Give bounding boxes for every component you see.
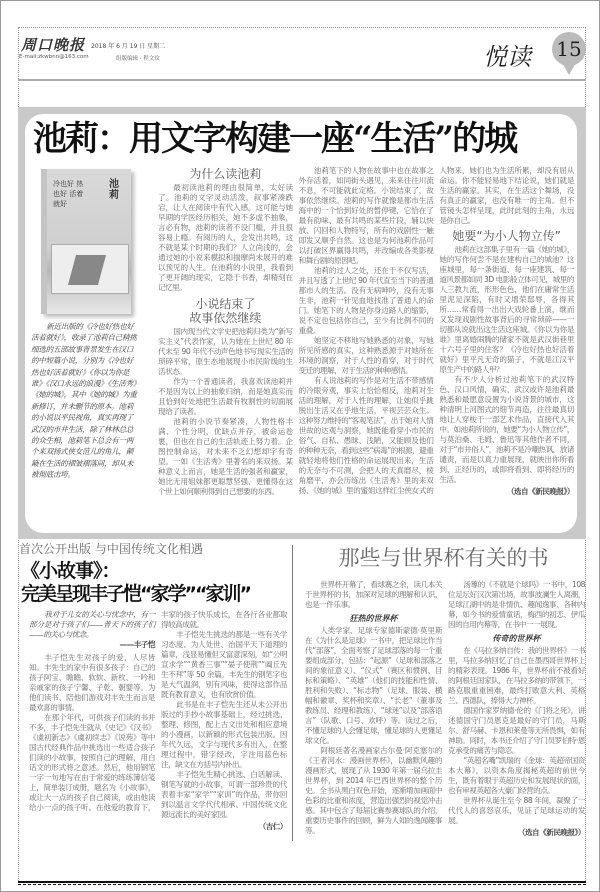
- paragraph: 作为一个普通读者，我喜欢读池莉并不是因为以上的抽象归纳，而是她真实而且恰到好处地把生活最有牧割性的切面展现给了读者。: [158, 377, 293, 416]
- book-cover-artwork: [51, 244, 129, 294]
- article-credit: （吉仁）: [258, 822, 287, 831]
- page-bottom-rule: [18, 881, 586, 885]
- paragraph: 阿根廷著名漫画家古尔曼·阿克塞尔的《王者河水：漫画世界杯》，以幽默风趣的漫画形式，展现了从 1930 年第一届乌拉圭世界杯，到 2014 年巴西世界杯的整个历史。全书从黑白双色开始，逐渐增加画面中色彩的比重和浓度，营造出强烈的视觉冲击感。其中包含了每届比赛参赛球队的介绍，重要历史事件的回顾，鲜为人知的逸闻趣事等。: [305, 746, 442, 835]
- article2-body: [29, 610, 287, 832]
- layout-editor: 组版编辑 · 程文玟: [116, 56, 160, 62]
- contact-email: E-mail:zkwbnn@163.com: [19, 54, 89, 60]
- article-credit: （选自《新民晚报》）: [506, 487, 574, 496]
- subhead: 故事依然继续: [189, 311, 262, 325]
- paragraph: 她坚定不移地写她熟悉的对象，写她所见所感的真实，这种熟悉源于对她所在环境的洞察，对于人性的看穿，对于时代变迁的理解，对于生活的种种感悟。: [298, 336, 434, 375]
- paragraph: 世界杯开幕了，看球赛之余，读几本关于世界杯的书，加深对足球的理解和认识，也是一件乐事。: [305, 580, 442, 609]
- subhead: 传奇的世界杯: [492, 633, 541, 643]
- book-cover-title: 冷也好 热也好 活着就好: [53, 180, 84, 208]
- subhead: 为什么读池莉: [189, 167, 262, 181]
- paragraph: 此书是在丰子恺先生还从未公开出版过的手抄小故事基础上，经过挑选、整理、修图，配上古文出处和相应意境的小漫画，以新颖的形式包装出版。因年代久远，文字与现代多有出入，在整理过程中，错字经改，字注用蓝色标注，缺文在方括号内补出。: [161, 700, 287, 769]
- paragraph: 人类学家、足球专家德斯蒙德·莫里斯在《为什么是足球》一书中，把足球比作当代“部落”，全面考察了足球部落的每一个重要组成部分，包括：“起源”（足球和部落之间的象征意义）、“仪式”（赛区和惯例、目标和策略）、“英雄”（他们的技能和性情、胜利和失败）、“标志物”（足球、服装、横幅和徽章、奖杯和奖章）、“长老”（董事及教练员、经理和教练）、“球迷”以及“部落语言”（队歌、口号、欢呼）等。读过之后，不懂足球的人会懂足球，懂足球的人更懂足球文化。: [305, 626, 442, 745]
- article3-body: [305, 580, 585, 838]
- paragraph: 在《马拉多纳自传：我的世界杯》一书里，马拉多纳回忆了自己在墨西哥世界杯上的精彩表现。1986 年，世界杯前不被看好的阿根廷国家队，在马拉多纳的带领下，一路克服重重困难，最终打败意大利、英格兰、西德队，捧得大力神杯。: [448, 646, 585, 705]
- paragraph: 丰子恺先生精心挑选、白话解读、钢笔写就的小故事，可谓一部珍贵的代表着丰家“家学”“家训”的作品，带你回到以温言文学代代相承、中国传统文化源远流长的美好家园。: [161, 770, 287, 819]
- issue-date: 2018 年 6 月 19 日 星期二: [91, 43, 166, 50]
- article2-kicker: 首次公开出版 与中国传统文化相遇: [19, 542, 203, 556]
- paragraph: 最初读池莉的理由很简单，太好读了。池莉的文字灵动活泼，叙事紧凑跌宕，让人在阅读中有代入感。这可能与她早期的学医经历相关，她不多虚不抽象，言必有物，池莉的读者不设门槛，并且很容易上瘾。有阅历的人，会发出共鸣，这不就是某个时期的我们？人立尚浅的，会通过她的小说来模拟和揣摩尚未展开的难以预见的人生。在池莉的小说里，我看到了更开阔的现实，它隐于书香，却精刻在记忆里。: [158, 183, 293, 292]
- paragraph: 有人说池莉的写作是对生活不带感情的冷眼旁观，事实上恰恰相反，池莉对生活的理解，对于人性的理解，让她似乎跳脱出生活又在乎地生活，平视芸芸众生。这种努力维持的“客观笔法”，出于她对人情世故的达观与洞察，她既能看穿小市民的俗气、自私、愚昧、浅陋，又能顾及他们的种种无奈，看到这些“病毒”的根源，避重就轻地将他们性格的命运展现出来，生活的无奈与不可测，会把人的天真磨尽，棱角磨平，亦会历练出《生活秀》里的来双扬、《她的城》里的蜜姐这样红尘侠女式的人物来，她们也为生活所累，却没有屈从命运。你不能轻易地下结论说，她们就是生活的赢家。其实，在生活这个舞场，没有真正的赢家，也没有唯一的主角。但不管镜头怎样呈现，此时此刻的主角，永远是你自己。: [298, 166, 574, 495]
- paragraph: 池莉的过人之处，还在于不仅写活，并且写透了上世纪 90 年代直至当下的普通都市人的生活。没有无病呻吟，没有无事生非，池莉一针见血地找准了普通人的命门。她笔下的人物是你身边路人的缩影，说不定也包括你自己，至少有比例不同的重叠。: [298, 266, 434, 335]
- book-cover-author: 池莉: [109, 179, 119, 201]
- quote-author: ——丰子恺: [119, 640, 155, 649]
- article2-title-line2: 完美呈现丰子恺“家学”“家训”: [21, 583, 250, 605]
- paragraph: 有不少人分析过池莉笔下的武汉特色、汉口风情，确实，武汉或许是池莉最熟悉和最愿意设置为小说背景的城市，这种清明上河图式的细节再造，往往最真切地让人穿梭于一部艺术作品，直接代入其中。如池莉所说的，她要“为小人物立传”，与莫泊桑、毛姆、鲁迅等其他作者不同，对于“市井俗人”，池莉不是冷嘲热讽，放诸谴责，而是以真力重展现，就映出你所看到、正经历的，或即将看到、即将经历的生活。: [439, 375, 574, 484]
- paragraph: 汤蓴的《不就是个球吗》一书中，108 位足坛好汉次第出场，故事波澜生人离潮，足球江湖中的是非情仇、趣闻逸事、各种内幕，如今书的爱情童话，梅西的初恋、伊瓜因的自用内幕等，在书中一一展现。: [448, 580, 585, 629]
- subhead: 狂热的世界杯: [349, 613, 398, 623]
- book-cover-image: [41, 169, 131, 314]
- section-title: 悦读: [483, 43, 531, 71]
- subhead: 小说结束了: [195, 297, 256, 311]
- paragraph: 丰子恺先生挑选的都是一些有关学习态度、为人处世、治国平天下道理的篇章，浅显易懂但又富意深刻，如“公明宣求学”“黄香三事”“晏子使荆”“阖丘先生不拜”等 50 余篇。丰先生的钢笔字也是大气温润，别有风味，使得这部作品既有教育意义，也有欣赏价值。: [161, 630, 287, 699]
- subhead: 她要“为小人物立传”: [452, 229, 561, 243]
- paragraph: 国内现当代文学史把池莉归类为“新写实主义”代表作家，认为她在上世纪 80 年代末至 90 年代不动声色地书写现实生活的琐碎平常，原生态地展现小市民阶级的生活状态。: [158, 327, 293, 376]
- header-rule: [18, 79, 586, 81]
- article3-title: 那些与世界杯有关的书: [338, 546, 549, 570]
- paragraph: 德国作家罗纳德·伦的《门将之死》，讲述德国守门员恩克是最好的守门员，马斯尔、舒马赫、卡恩和莱曼等无所畏惧，如有神助。同时，本书还介绍了守门员罗伯特·恩克承受的痛苦与隐忍。: [448, 706, 585, 755]
- paragraph: 在那个年代，可供孩子们读的书并不多，丰子恺先生就从《史记》《汉书》《虞初新志》《虞初续志》《说苑》等中国古代经典作品中挑选出一些适合孩子们读的小故事，按照自己的理解，用白话文的形式将之意述。然后，他用钢笔一字一句地写在由于常爱的练练簿信笺上，简单装订成册，题名为《小故事》，或让大一点的孩子自己阅读，或由他读给小一点的孩子听。在他爱的教育下，丰家的孩子快乐成长，在各行各业都取得较高成就。: [29, 610, 287, 812]
- article-headline: 池莉：用文字构建一座“生活”的城: [33, 119, 517, 159]
- article2-quote: 我对于儿女的关心与忧念中，有一部分是对于孩子们——普天下的孩子们——的关心与忧念。: [29, 610, 155, 639]
- article-credit: （选自《新民晚报》）: [517, 828, 585, 837]
- paragraph: 世界杯从诞生至今 88 年间，凝聚了一代代人的喜怒哀乐，见证了足球运动的发展。: [448, 796, 585, 825]
- page-number: 15: [552, 32, 586, 66]
- newspaper-logo: 周口晚报: [21, 36, 86, 54]
- article1-body: [158, 166, 574, 497]
- paragraph: 丰子恺先生对孩子的爱，人尽皆知。丰先生的家中有很多孩子：自己的孩子阿宝、瞻瞻、软软、新枚、一吟和亲戚家的孩子宁馨、子乾、朝婴等。为他们读书、陪他们游戏对丰先生而言是最欢喜的事情。: [29, 653, 155, 712]
- paragraph: 池莉在这部集子里有一篇《她的城》，她的写作何尝不是在建构自己的城池？这座城里，每一条街道、每一座建筑、每一道风景都如同 3D 电影般立体可见，城里的人三教九流，形形色色，他们在庸常生活里泥足深陷，有时又增荣邸辱，各得其所……常看得一出出大戏轮番上演，继而又发现戏剧性故事背后的寻常琐碎——一切都从说就出这生活这座城。《你以为你是谁》里离婚闹腾的储家不就是武汉街巷里十六号子里的住客？《冷也好热也好活着就好》里平凡无奇的猫子，不就是江汉平原生产中的路人甲？: [439, 245, 574, 374]
- column-divider: [292, 545, 293, 841]
- article2-title-line1: 《小故事》：: [21, 560, 120, 582]
- paragraph: 池莉笔下的人物在故事中也在故事之外存活着，如同街头遇见，来来往往川流不息，不可能就此定格。小说结束了，故事依然继续。池莉的写作就像是都市生活海中的一个恰到好处的暂停键，它恰在了最有韵味、最有共鸣的某些片段，辅以快放、闪回和人物特写，所有的戏剧性一触即发又顺乎自然。这也是为何池莉作品可以打破区界赢得共鸣，并改编成各类影视和舞台剧的原因吧。: [298, 166, 434, 265]
- paragraph: “英超名嘴”凯瑞的《金球：英超帝国资本大幕》，以资本角度揭秘英超的前世今生，既有着眼于英超历史和发展现状的面，也有审视英超各大豪门经营的点。: [448, 756, 585, 795]
- paragraph: 池莉的小说节奏紧凑，人物性格丰满、个性分明，优缺点并存，被命运卷裹，但也在自己的生活轨迹上努力着。企图控制命运，对未来不乏幻想却字有奇望。一如《生活秀》里著名的来双扬。某种意义上而言，她是生活的强者和赢家，她比无用姐妹都更聪慧坚强、更懂得在这个世上如何顺利得到自己想要的东西。: [158, 417, 293, 496]
- book-caption: 新近出版的《冷也好热也好活着就好》，收录了池莉自己精挑细选的五部故事背景发生在汉口的中短篇小说，分别为《冷也好热也好活着就好》《你以为你是谁》《汉口永远的浪漫》《生活秀》《她的城》，其中《她的城》为重新修订，并未删节的原本。池莉的小说以平民视角，真实再现了武汉的市井生活，除了林林总总的众生相，池莉笔下总会有一两个来双扬式侠女范儿的角儿，颠簸在生活的褶皱褶落间，却从未被彻底击垮。: [31, 322, 137, 480]
